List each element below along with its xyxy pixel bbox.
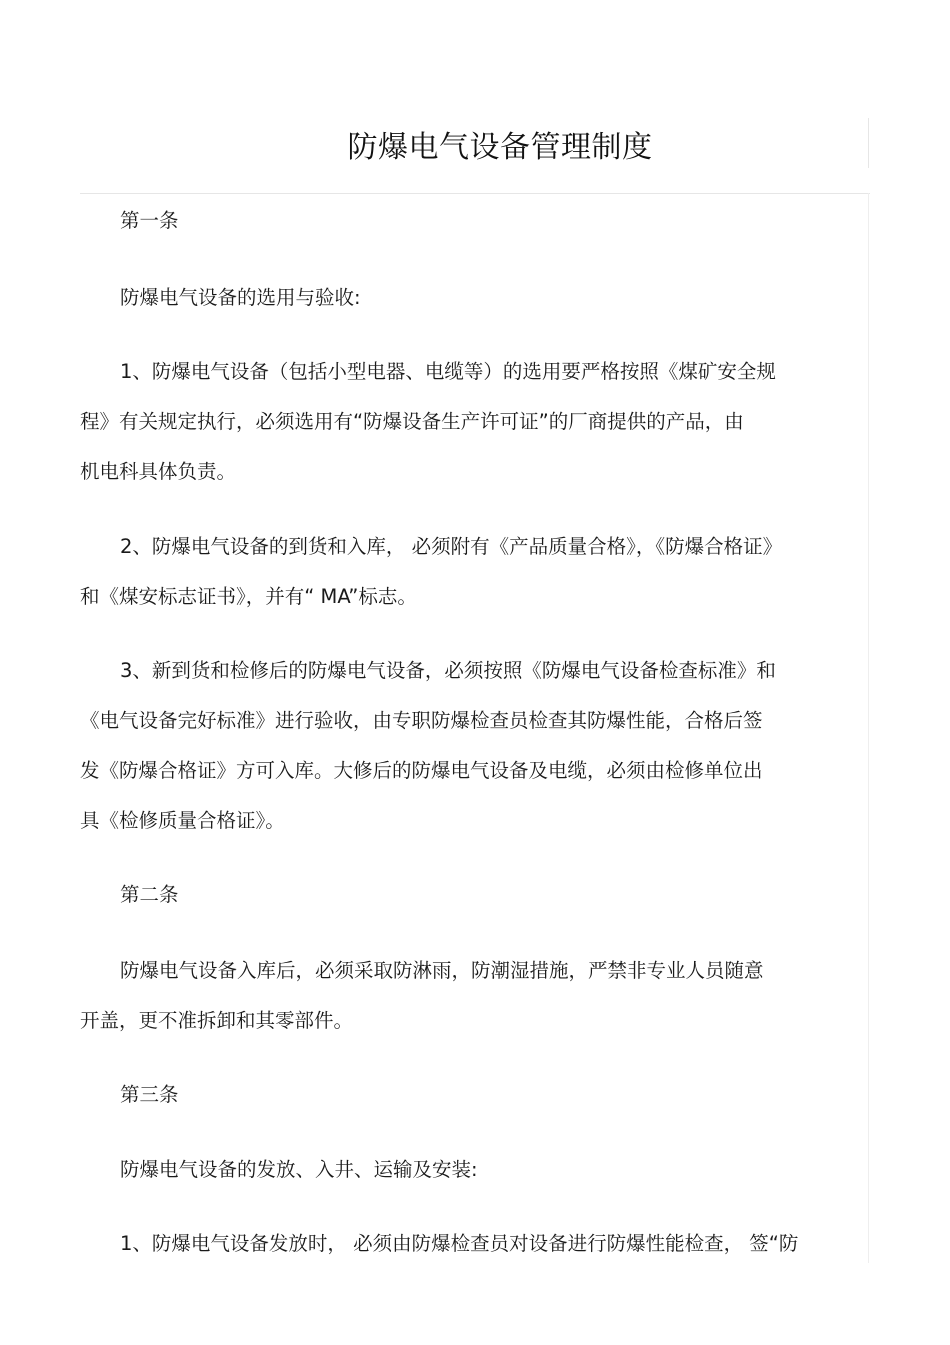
- paragraph-line: 机电科具体负责。: [80, 460, 237, 483]
- paragraph-line: 2、防爆电气设备的到货和入库， 必须附有《产品质量合格》，《防爆合格证》: [120, 535, 783, 558]
- paragraph-line: 防爆电气设备的选用与验收:: [120, 286, 361, 309]
- paragraph-line: 3、新到货和检修后的防爆电气设备，必须按照《防爆电气设备检查标准》和: [120, 659, 776, 682]
- paragraph-line: 《电气设备完好标准》进行验收，由专职防爆检查员检查其防爆性能，合格后签: [80, 709, 763, 732]
- frame-border-right: [868, 193, 869, 1263]
- paragraph-line: 防爆电气设备的发放、入井、运输及安装:: [120, 1158, 478, 1181]
- paragraph-line: 1、防爆电气设备（包括小型电器、电缆等）的选用要严格按照《煤矿安全规: [120, 360, 776, 383]
- paragraph-line: 具《检修质量合格证》。: [80, 809, 285, 832]
- paragraph-line: 1、防爆电气设备发放时， 必须由防爆检查员对设备进行防爆性能检查， 签“防: [120, 1232, 799, 1255]
- frame-border-top: [80, 193, 870, 194]
- article-heading-3: 第三条: [120, 1083, 179, 1106]
- paragraph-line: 和《煤安标志证书》，并有“ MA”标志。: [80, 585, 417, 608]
- paragraph-line: 开盖，更不准拆卸和其零部件。: [80, 1009, 354, 1032]
- article-heading-2: 第二条: [120, 883, 179, 906]
- article-heading-1: 第一条: [120, 209, 179, 232]
- paragraph-line: 程》有关规定执行，必须选用有“防爆设备生产许可证”的厂商提供的产品，由: [80, 410, 744, 433]
- paragraph-line: 防爆电气设备入库后，必须采取防淋雨，防潮湿措施，严禁非专业人员随意: [120, 959, 764, 982]
- paragraph-line: 发《防爆合格证》方可入库。大修后的防爆电气设备及电缆，必须由检修单位出: [80, 759, 763, 782]
- document-title: 防爆电气设备管理制度: [347, 130, 653, 165]
